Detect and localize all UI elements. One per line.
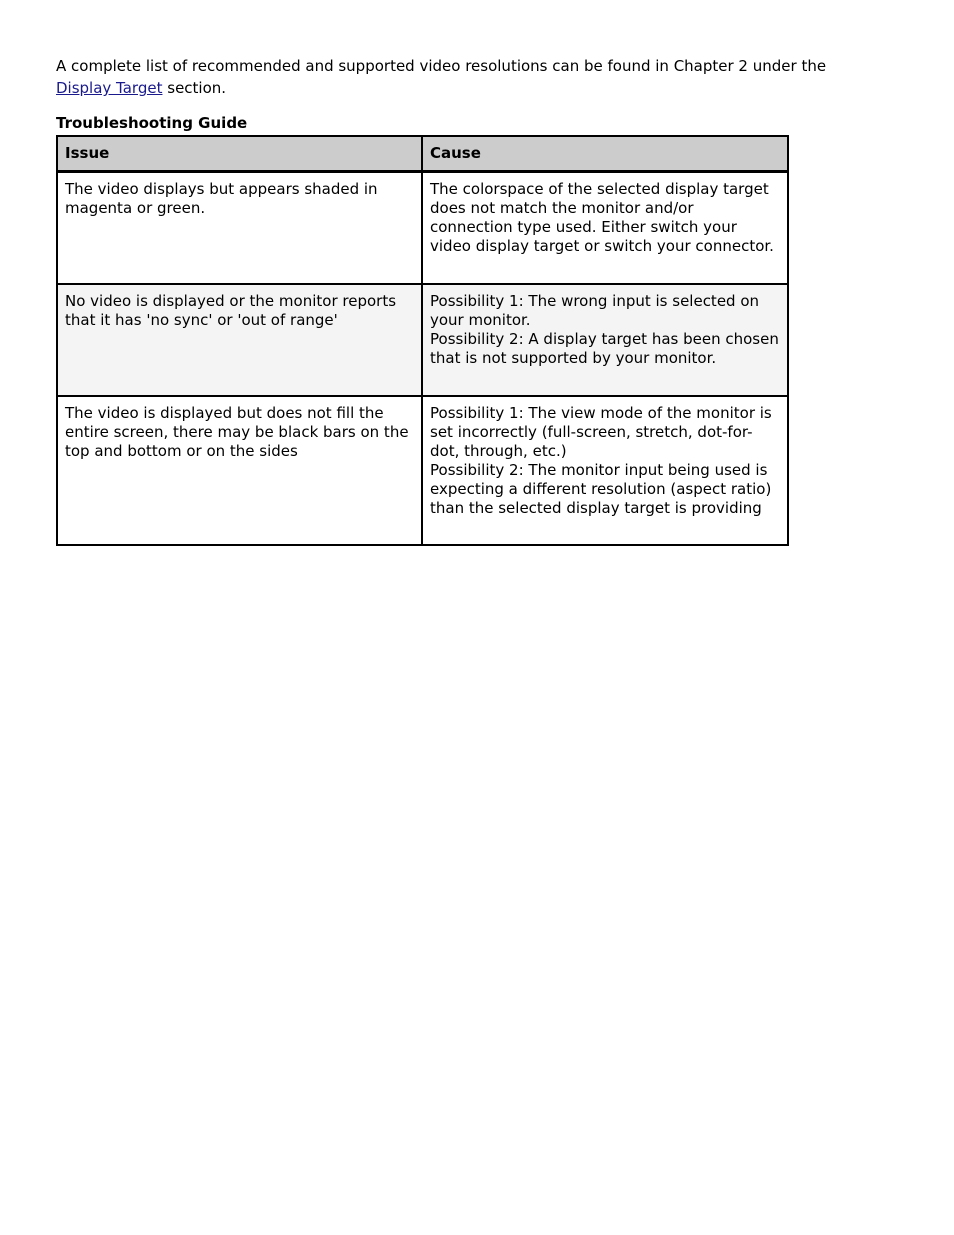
intro-text-after: section. [167,79,227,97]
cause-text: Possibility 2: The monitor input being used is expecting a different resolution (aspect ratio) than the selected display target is providing [430,461,772,517]
issue-cell: The video displays but appears shaded in magenta or green. [57,172,422,285]
intro-text-before: A complete list of recommended and supported video resolutions can be found in Chapter 2 under the [56,57,827,75]
column-header-issue: Issue [57,136,422,172]
display-target-link[interactable]: Display Target [56,79,163,97]
intro-paragraph [56,55,916,99]
table-row [57,172,788,285]
table-header-row [57,136,788,172]
troubleshooting-table [56,135,789,546]
column-header-cause: Cause [422,136,788,172]
cause-text: Possibility 2: A display target has been chosen that is not supported by your monitor. [430,330,779,367]
troubleshooting-heading: Troubleshooting Guide [56,114,248,132]
issue-cell: The video is displayed but does not fill the entire screen, there may be black bars on the top and bottom or on the sides [57,396,422,545]
issue-cell: No video is displayed or the monitor reports that it has 'no sync' or 'out of range' [57,284,422,396]
cause-text: Possibility 1: The wrong input is selected on your monitor. [430,292,760,329]
cause-cell [422,284,788,396]
cause-cell [422,396,788,545]
cause-text: Possibility 1: The view mode of the monitor is set incorrectly (full-screen, stretch, dot-for-dot, through, etc.) [430,404,772,460]
table-row [57,396,788,545]
table-row [57,284,788,396]
document-page [56,55,916,546]
cause-cell [422,172,788,285]
cause-text: The colorspace of the selected display target does not match the monitor and/or connection type used. Either switch your video display target or switch your connector. [430,180,774,255]
